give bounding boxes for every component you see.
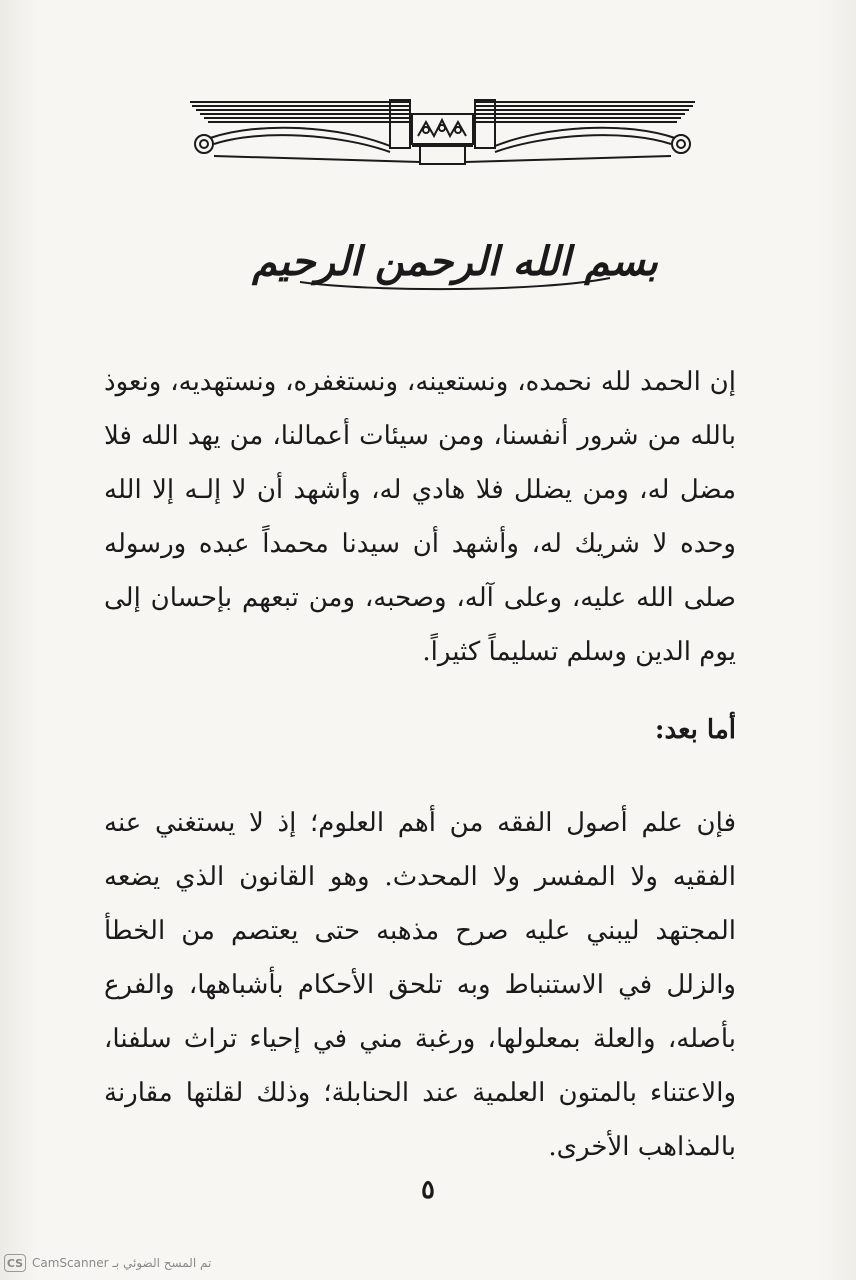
camscanner-watermark (4, 1252, 211, 1274)
camscanner-logo: CS (4, 1254, 26, 1272)
basmala-text: بسم الله الرحمن الرحيم (252, 238, 658, 285)
section-heading: أما بعد: (654, 715, 736, 745)
page-number: ٥ (421, 1175, 435, 1205)
intro-paragraph: فإن علم أصول الفقه من أهم العلوم؛ إذ لا يستغني عنه الفقيه ولا المفسر ولا المحدث. وهو القانون الذي يضعه المجتهد ليبني عليه صرح مذهبه حتى يعتصم من الخطأ والزلل في الاستنباط وبه تلحق الأحكام بأشباهها، والفرع بأصله، والعلة بمعلولها، ورغبة مني في إحياء تراث سلفنا، والاعتناء بالمتون العلمية عند الحنابلة؛ وذلك لقلتها مقارنة بالمذاهب الأخرى. (104, 808, 736, 1162)
opening-paragraph: إن الحمد لله نحمده، ونستعينه، ونستغفره، ونستهديه، ونعوذ بالله من شرور أنفسنا، ومن سيئات أعمالنا، من يهد الله فلا مضل له، ومن يضلل فلا هادي له، وأشهد أن لا إلـه إلا الله وحده لا شريك له، وأشهد أن سيدنا محمداً عبده ورسوله صلى الله عليه، وعلى آله، وصحبه، ومن تبعهم بإحسان إلى يوم الدين وسلم تسليماً كثيراً. (104, 367, 736, 667)
header-ornament (190, 96, 695, 176)
basmala-calligraphy (252, 220, 658, 300)
watermark-text: تم المسح الضوئي بـ CamScanner (32, 1256, 212, 1270)
